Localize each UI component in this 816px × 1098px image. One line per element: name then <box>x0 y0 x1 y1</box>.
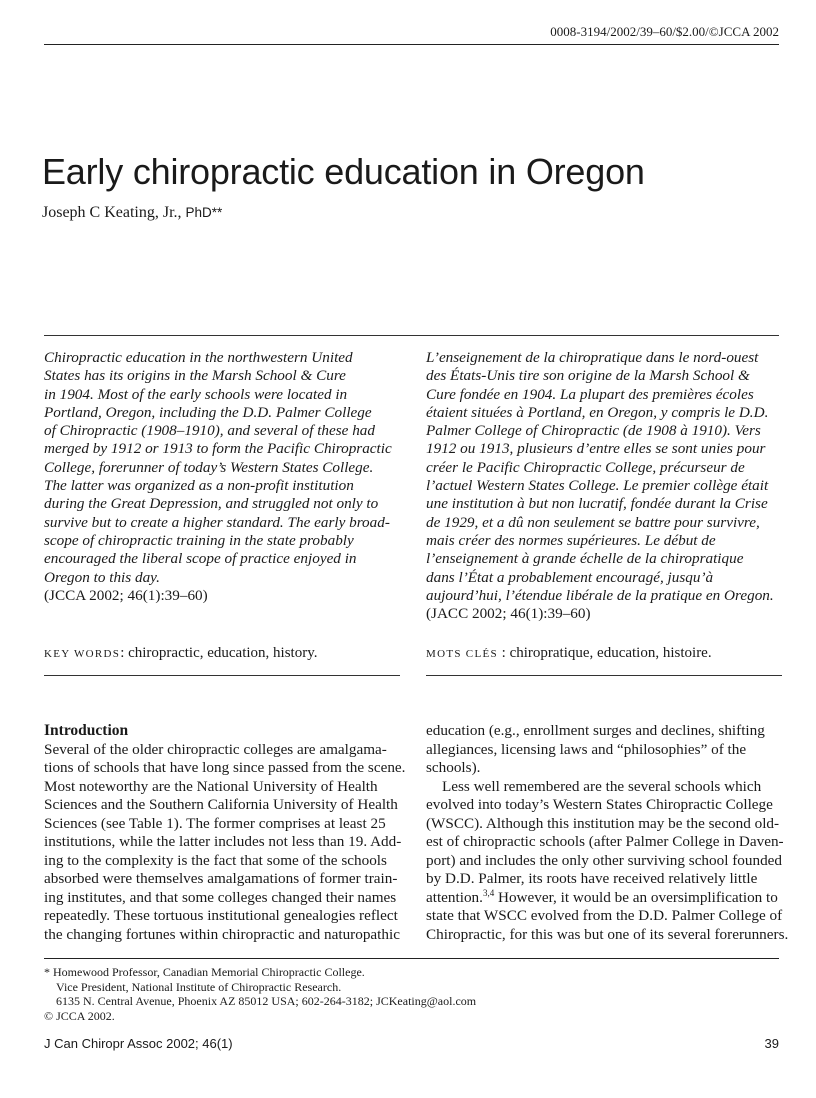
body-line: (WSCC). Although this institution may be the second old- <box>426 814 780 832</box>
body-text: attention. <box>426 888 483 906</box>
header-rule <box>44 44 779 45</box>
body-line-with-citation <box>426 889 780 908</box>
abstract-line: survive but to create a higher standard. The early broad- <box>44 513 390 531</box>
abstract-line: des États-Unis tire son origine de la Marsh School & <box>426 367 750 385</box>
article-title: Early chiropractic education in Oregon <box>42 151 645 192</box>
footnote-line: 6135 N. Central Avenue, Phoenix AZ 85012 USA; 602-264-3182; JCKeating@aol.com <box>56 994 477 1008</box>
keywords-label: KEY WORDS <box>44 648 121 660</box>
keywords-french <box>426 645 712 662</box>
abstract-line: Portland, Oregon, including the D.D. Palmer College <box>44 403 372 421</box>
abstract-line: Cure fondée en 1904. La plupart des premières écoles <box>426 385 754 403</box>
abstract-line: College, forerunner of today’s Western States College. <box>44 458 374 476</box>
body-column-right <box>426 722 789 944</box>
body-line: state that WSCC evolved from the D.D. Palmer College of <box>426 907 783 924</box>
abstract-line: of Chiropractic (1908–1910), and several of these had <box>44 422 375 440</box>
page-number: 39 <box>764 1036 779 1051</box>
author-degree: PhD** <box>185 205 223 220</box>
author-line <box>42 204 222 222</box>
abstract-line: Palmer College of Chiropractic (de 1908 à 1910). Vers <box>426 422 761 440</box>
abstract-line: scope of chiropractic training in the state probably <box>44 531 354 549</box>
abstract-line: Oregon to this day. <box>44 568 160 586</box>
body-line: Sciences (see Table 1). The former comprises at least 25 <box>44 814 386 832</box>
footnote-line: Vice President, National Institute of Chiropractic Research. <box>56 979 342 994</box>
body-line: ing to the complexity is the fact that some of the schools <box>44 851 387 869</box>
abstract-line: Chiropractic education in the northwestern United <box>44 349 353 366</box>
abstract-line: créer le Pacific Chiropractic College, précurseur de <box>426 458 745 476</box>
abstract-english-citation: (JCCA 2002; 46(1):39–60) <box>44 586 208 604</box>
abstract-line: The latter was organized as a non-profit institution <box>44 477 354 495</box>
keywords-text: chiropractic, education, history. <box>128 645 318 661</box>
author-name: Joseph C Keating, Jr., <box>42 204 186 221</box>
abstract-line: l’enseignement à grande échelle de la chiropratique <box>426 550 744 568</box>
body-line: repeatedly. These tortuous institutional genealogies reflect <box>44 907 398 924</box>
body-line: allegiances, licensing laws and “philosophies” of the <box>426 740 747 758</box>
body-line: port) and includes the only other surviving school founded <box>426 851 782 869</box>
abstract-top-rule <box>44 335 779 336</box>
body-line: schools). <box>426 759 481 776</box>
body-line: absorbed were themselves amalgamations of former train- <box>44 870 398 887</box>
keywords-english <box>44 645 317 662</box>
section-heading: Introduction <box>44 722 129 739</box>
abstract-english-text <box>44 349 400 605</box>
body-line: institutions, while the latter includes not less than 19. Add- <box>44 833 402 850</box>
body-line: Several of the older chiropractic colleges are amalgama- <box>44 740 387 758</box>
abstract-line: de 1929, et a dû non seulement se battre pour survivre, <box>426 513 760 531</box>
abstract-line: States has its origins in the Marsh School & Cure <box>44 367 346 385</box>
body-line: by D.D. Palmer, its roots have received relatively little <box>426 870 758 887</box>
abstract-line: dans l’État a probablement encouragé, jusqu’à <box>426 568 714 586</box>
abstract-french <box>426 349 782 623</box>
footnote-line: * Homewood Professor, Canadian Memorial Chiropractic College. <box>44 965 365 979</box>
abstract-line: mais créer des normes supérieures. Le début de <box>426 531 716 549</box>
body-line: Chiropractic, for this was but one of its several forerunners. <box>426 925 789 943</box>
body-line: the changing fortunes within chiropractic and naturopathic <box>44 925 400 943</box>
abstract-english <box>44 349 400 605</box>
body-line: education (e.g., enrollment surges and declines, shifting <box>426 722 765 739</box>
keywords-rule-french <box>426 675 782 676</box>
keywords-separator: : <box>497 645 510 661</box>
keywords-text: chiropratique, education, histoire. <box>509 645 712 661</box>
abstract-line: encouraged the liberal scope of practice enjoyed in <box>44 550 357 568</box>
abstract-line: l’actuel Western States College. Le premier collège était <box>426 477 769 495</box>
keywords-separator: : <box>120 645 129 661</box>
body-line: Sciences and the Southern California University of Health <box>44 796 398 813</box>
footnote-rule <box>44 958 779 959</box>
footnote <box>44 965 476 1023</box>
abstract-french-text <box>426 349 782 623</box>
footnote-line: © JCCA 2002. <box>44 1008 115 1023</box>
journal-reference: J Can Chiropr Assoc 2002; 46(1) <box>44 1036 233 1051</box>
body-line: ing institutes, and that some colleges changed their names <box>44 888 397 906</box>
abstract-line: merged by 1912 or 1913 to form the Pacific Chiropractic <box>44 440 392 458</box>
body-line: Less well remembered are the several schools which <box>442 777 762 795</box>
doi-line: 0008-3194/2002/39–60/$2.00/©JCCA 2002 <box>550 24 779 39</box>
abstract-line: L’enseignement de la chiropratique dans le nord-ouest <box>426 349 759 366</box>
keywords-label: MOTS CLÉS <box>426 648 498 660</box>
abstract-line: in 1904. Most of the early schools were located in <box>44 385 348 403</box>
keywords-rule-english <box>44 675 400 676</box>
body-line: tions of schools that have long since passed from the scene. <box>44 759 406 776</box>
abstract-line: étaient situées à Portland, en Oregon, y compris le D.D. <box>426 403 769 421</box>
body-column-left <box>44 722 406 944</box>
abstract-french-citation: (JACC 2002; 46(1):39–60) <box>426 605 591 623</box>
body-line: est of chiropractic schools (after Palmer College in Daven- <box>426 833 784 850</box>
abstract-line: aujourd’hui, l’étendue libérale de la pratique en Oregon. <box>426 586 774 604</box>
abstract-line: 1912 ou 1913, plusieurs d’entre elles se sont unies pour <box>426 440 766 458</box>
abstract-line: during the Great Depression, and struggled not only to <box>44 495 379 513</box>
body-text: However, it would be an oversimplification to <box>494 888 778 906</box>
body-line: evolved into today’s Western States Chiropractic College <box>426 796 773 813</box>
citation-superscript: 3,4 <box>482 887 495 898</box>
body-line: Most noteworthy are the National University of Health <box>44 777 378 795</box>
abstract-line: une institution à but non lucratif, fondée durant la Crise <box>426 495 768 513</box>
